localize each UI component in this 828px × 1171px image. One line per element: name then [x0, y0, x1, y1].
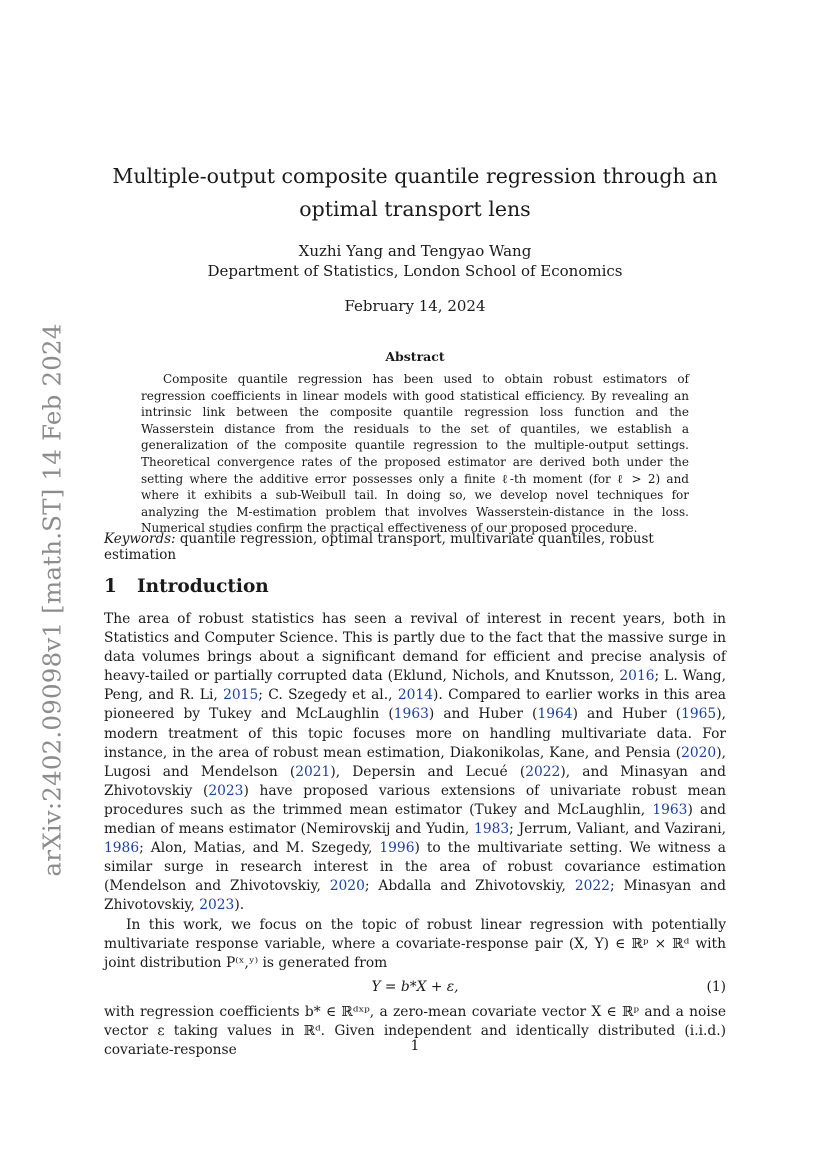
citation-link[interactable]: 2021 [295, 763, 331, 780]
citation-link[interactable]: 1983 [474, 821, 510, 838]
citation-link[interactable]: 2022 [525, 763, 561, 780]
citation-link[interactable]: 1963 [393, 706, 429, 723]
equation-body: Y = b*X + ε, [371, 978, 459, 995]
paragraph-3: with regression coefficients b* ∈ ℝᵈˣᵖ, a zero-mean covariate vector X ∈ ℝᵖ and a noise vector ε taking values in ℝᵈ. Given independent and identically distributed (i.i.d.) covariate-response [104, 1003, 726, 1058]
citation-link[interactable]: 1963 [652, 801, 688, 818]
citation-link[interactable]: 1996 [379, 840, 415, 857]
section-title: Introduction [137, 576, 269, 597]
citation-link[interactable]: 1965 [681, 706, 717, 723]
paper-title [104, 160, 726, 226]
citation-link[interactable]: 2023 [199, 897, 235, 914]
abstract-text: Composite quantile regression has been used to obtain robust estimators of regression coefficients in linear models with good statistical efficiency. By revealing an intrinsic link between the composite quantile regression loss function and the Wasserstein distance from the residuals to the set of quantiles, we establish a generalization of the composite quantile regression to the multiple-output settings. Theoretical convergence rates of the proposed estimator are derived both under the setting where the additive error possesses only a finite ℓ-th moment (for ℓ > 2) and where it exhibits a sub-Weibull tail. In doing so, we develop novel techniques for analyzing the M-estimation problem that involves Wasserstein-distance in the loss. Numerical studies confirm the practical effectiveness of our proposed procedure. [141, 372, 689, 536]
paragraph-1: The area of robust statistics has seen a revival of interest in recent years, both in Statistics and Computer Science. This is partly due to the fact that the massive surge in data volumes brings about a significant demand for efficient and precise analysis of heavy-tailed or partially corrupted data (Eklund, Nichols, and Knutsson, 2016; L. Wang, Peng, and R. Li, 2015; C. Szegedy et al., 2014). Compared to earlier works in this area pioneered by Tukey and McLaughlin (1963) and Huber (1964) and Huber (1965), modern treatment of this topic focuses more on handling multivariate data. For instance, in the area of robust mean estimation, Diakonikolas, Kane, and Pensia (2020), Lugosi and Mendelson (2021), Depersin and Lecué (2022), and Minasyan and Zhivotovskiy (2023) have proposed various extensions of univariate robust mean procedures such as the trimmed mean estimator (Tukey and McLaughlin, 1963) and median of means estimator (Nemirovskij and Yudin, 1983; Jerrum, Valiant, and Vazirani, 1986; Alon, Matias, and M. Szegedy, 1996) to the multivariate setting. We witness a similar surge in research interest in the area of robust covariance estimation (Mendelson and Zhivotovskiy, 2020; Abdalla and Zhivotovskiy, 2022; Minasyan and Zhivotovskiy, 2023). [104, 611, 727, 914]
citation-link[interactable]: 2014 [397, 687, 433, 704]
arxiv-identifier-stamp: arXiv:2402.09098v1 [math.ST] 14 Feb 2024 [37, 323, 67, 877]
title-line-1: Multiple-output composite quantile regression through an [112, 164, 718, 188]
paragraph-2: In this work, we focus on the topic of robust linear regression with potentially multivariate response variable, where a covariate-response pair (X, Y) ∈ ℝᵖ × ℝᵈ with joint distribution P⁽ˣ,ʸ⁾ is generated from [104, 916, 726, 971]
authors: Xuzhi Yang and Tengyao Wang [298, 242, 532, 260]
section-body [104, 610, 726, 1060]
citation-link[interactable]: 2016 [619, 668, 655, 685]
equation-1 [104, 973, 726, 1003]
affiliation: Department of Statistics, London School of Economics [207, 262, 623, 280]
citation-link[interactable]: 2020 [681, 744, 717, 761]
page-number: 1 [410, 1038, 420, 1054]
equation-number: (1) [706, 978, 726, 995]
paper-date: February 14, 2024 [344, 297, 486, 315]
citation-link[interactable]: 1964 [537, 706, 573, 723]
section-heading [104, 576, 269, 597]
citation-link[interactable]: 2022 [574, 878, 610, 895]
keywords-label: Keywords: [104, 531, 176, 547]
citation-link[interactable]: 2023 [208, 782, 244, 799]
author-block [104, 241, 726, 281]
section-number: 1 [104, 576, 117, 597]
citation-link[interactable]: 2020 [329, 878, 365, 895]
citation-link[interactable]: 2015 [223, 687, 259, 704]
keywords-line [104, 531, 726, 563]
citation-link[interactable]: 1986 [104, 840, 140, 857]
abstract-heading: Abstract [385, 349, 445, 364]
keywords-list: quantile regression, optimal transport, multivariate quantiles, robust estimation [104, 531, 654, 563]
title-line-2: optimal transport lens [299, 197, 531, 221]
